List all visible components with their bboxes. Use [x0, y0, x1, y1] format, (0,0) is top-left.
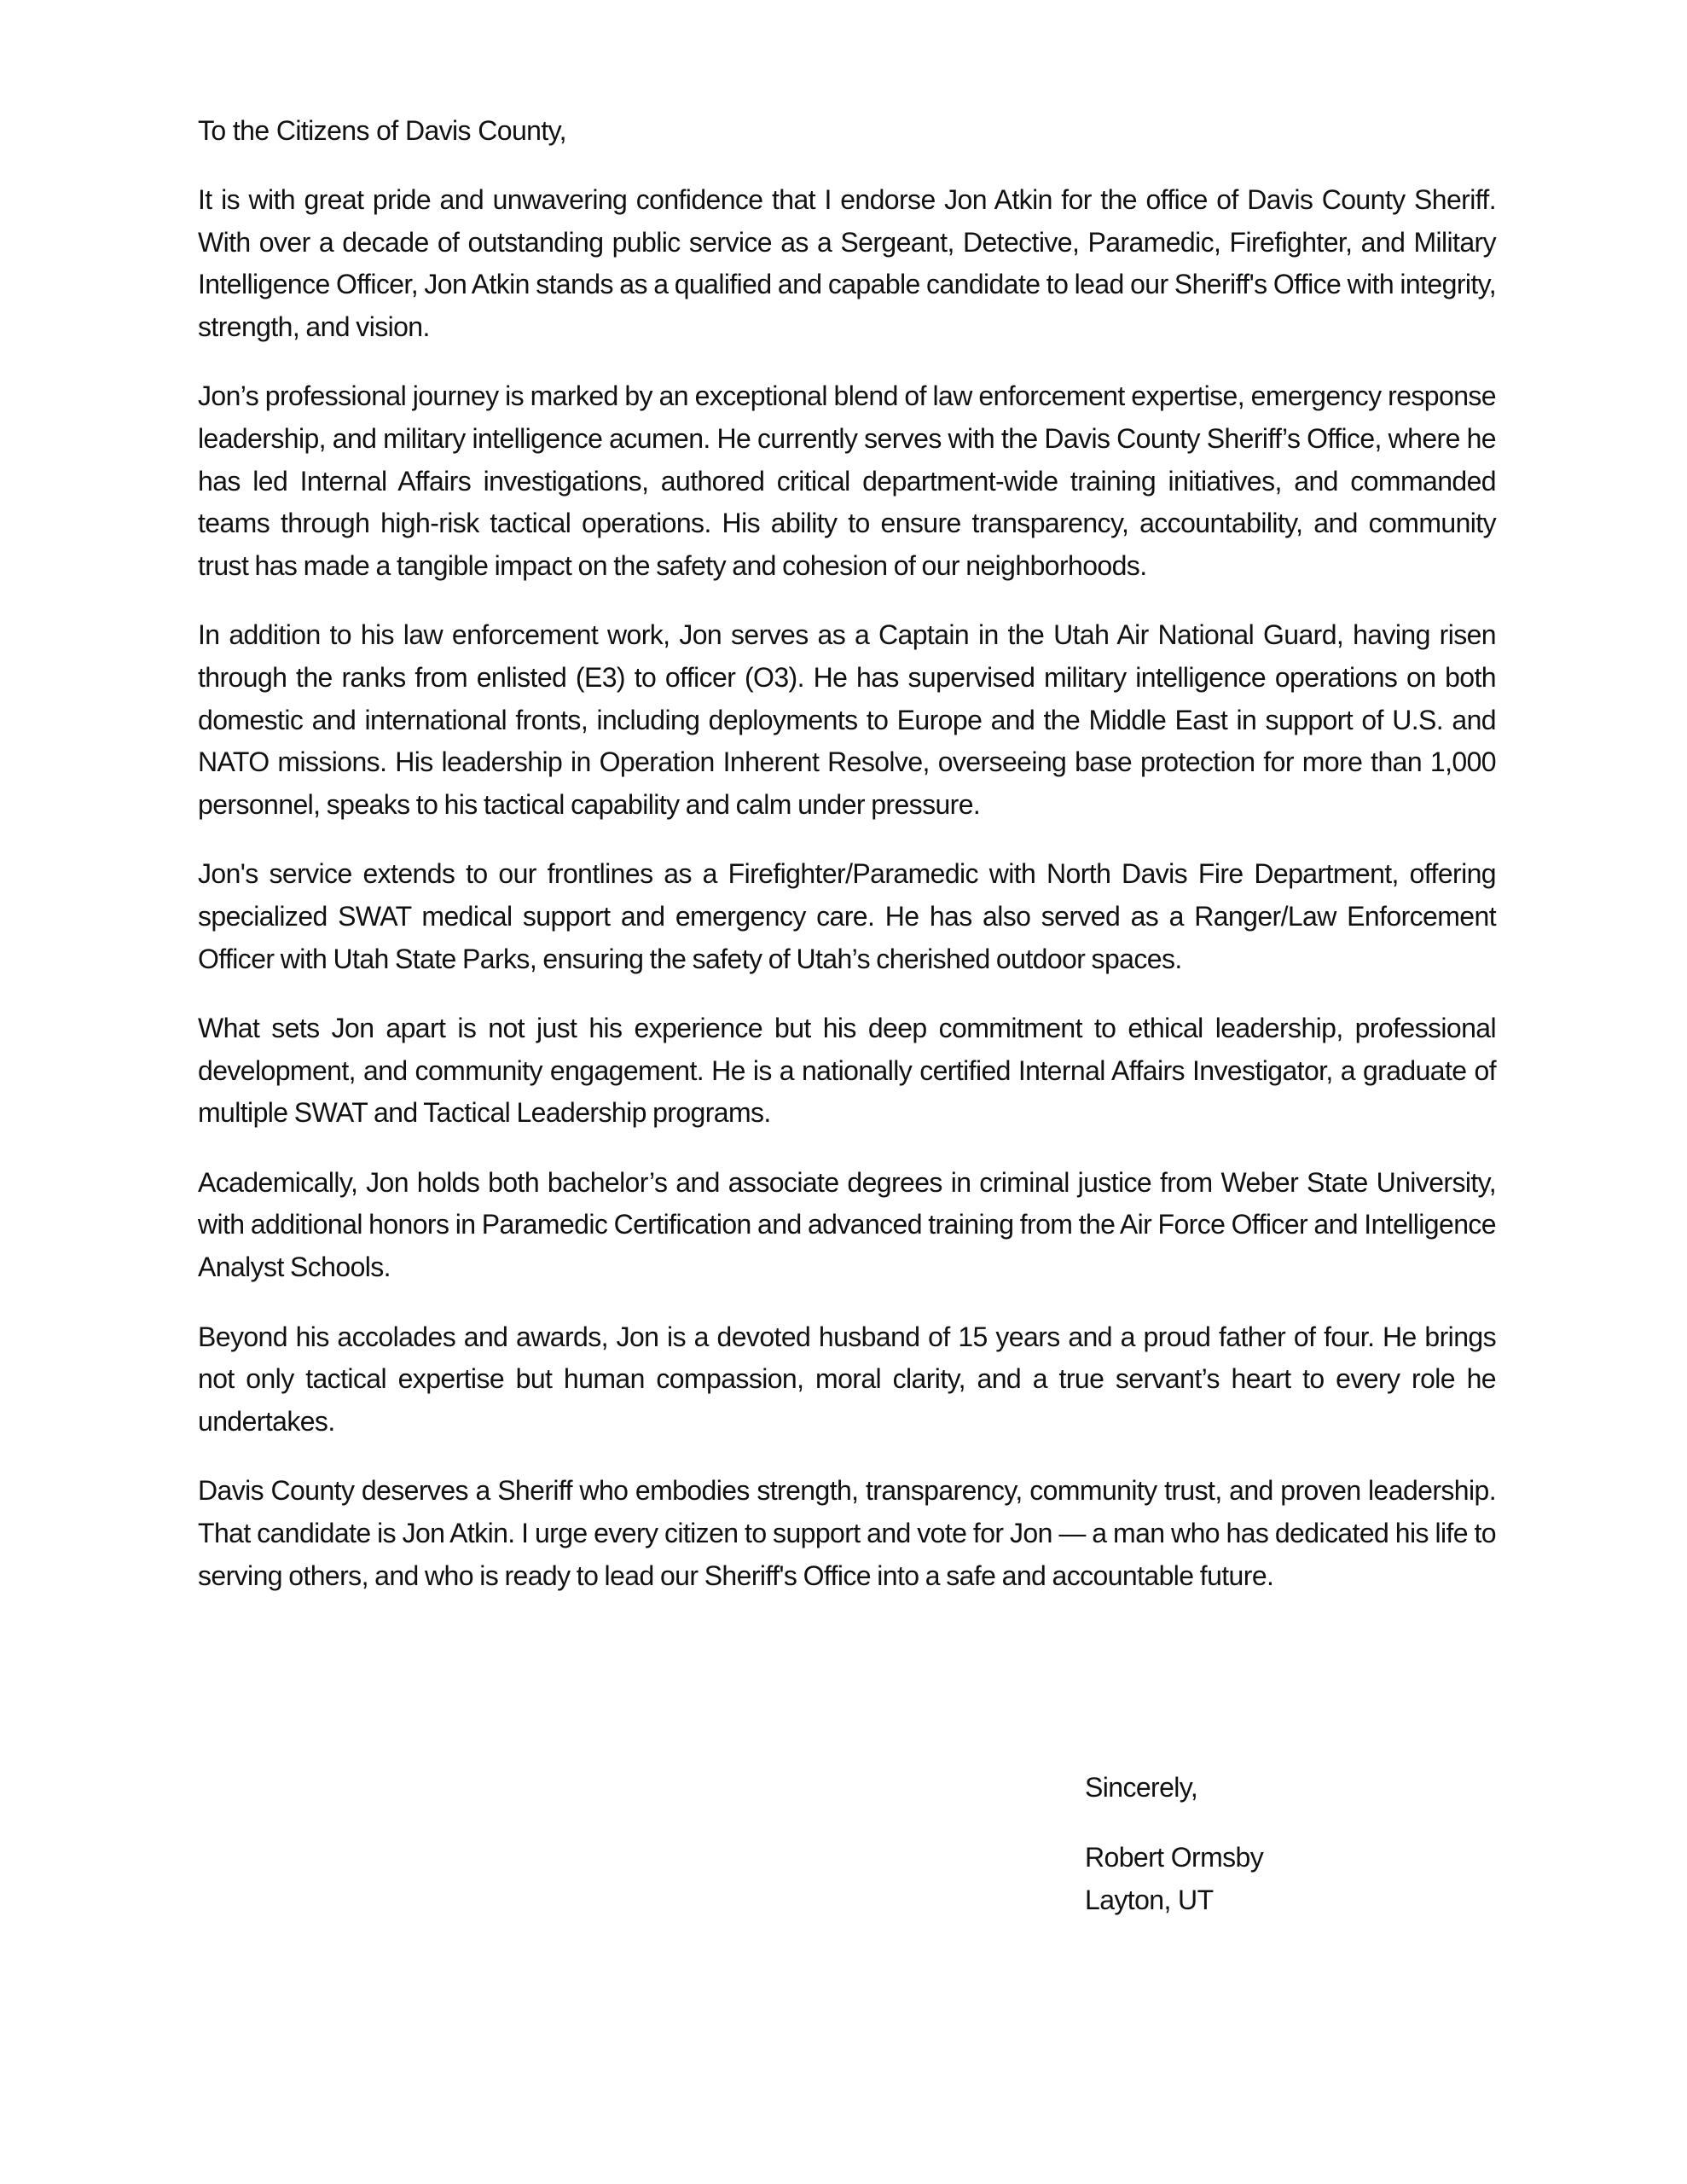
paragraph-family: Beyond his accolades and awards, Jon is a devoted husband of 15 years and a proud father of four. He brings not only tactical expertise but human compassion, moral clarity, and a true servant’s heart to every role he undertakes. [198, 1321, 1496, 1437]
paragraph-fire-and-parks-service: Jon's service extends to our frontlines as a Firefighter/Paramedic with North Davis Fire Department, offering specialized SWAT medical support and emergency care. He has also served as a Ranger/Law Enforcement Officer with Utah State Parks, ensuring the safety of Utah’s cherished outdoor spaces. [198, 858, 1496, 974]
paragraph-call-to-action: Davis County deserves a Sheriff who embodies strength, transparency, community trust, and proven leadership. That candidate is Jon Atkin. I urge every citizen to support and vote for Jon — a man who has dedicated his life to serving others, and who is ready to lead our Sheriff's Office into a safe and accountable future. [198, 1475, 1496, 1591]
signature-block [1085, 1766, 1263, 1921]
letter-body [198, 109, 1496, 1624]
paragraph-education: Academically, Jon holds both bachelor’s and associate degrees in criminal justice from Weber State University, with additional honors in Paramedic Certification and advanced training from the Air Force Officer and Intelligence Analyst Schools. [198, 1166, 1496, 1283]
paragraph-ethical-leadership: What sets Jon apart is not just his experience but his deep commitment to ethical leadership, professional development, and community engagement. He is a nationally certified Internal Affairs Investigator, a graduate of multiple SWAT and Tactical Leadership programs. [198, 1013, 1496, 1129]
valediction: Sincerely, [1085, 1772, 1198, 1803]
signer-name: Robert Ormsby [1085, 1842, 1264, 1873]
signer-location: Layton, UT [1085, 1885, 1214, 1915]
paragraph-endorsement-intro: It is with great pride and unwavering confidence that I endorse Jon Atkin for the office of Davis County Sheriff. With over a decade of outstanding public service as a Sergeant, Detective, Paramedic, Firefighter, and Military Intelligence Officer, Jon Atkin stands as a qualified and capable candidate to lead our Sheriff's Office with integrity, strength, and vision. [198, 184, 1496, 342]
salutation: To the Citizens of Davis County, [198, 115, 566, 146]
paragraph-military-service: In addition to his law enforcement work, Jon serves as a Captain in the Utah Air National Guard, having risen through the ranks from enlisted (E3) to officer (O3). He has supervised military intelligence operations on both domestic and international fronts, including deployments to Europe and the Middle East in support of U.S. and NATO missions. His leadership in Operation Inherent Resolve, overseeing base protection for more than 1,000 personnel, speaks to his tactical capability and calm under pressure. [198, 619, 1496, 820]
paragraph-professional-journey: Jon’s professional journey is marked by an exceptional blend of law enforcement expertise, emergency response leadership, and military intelligence acumen. He currently serves with the Davis County Sheriff’s Office, where he has led Internal Affairs investigations, authored critical department-wide training initiatives, and commanded teams through high-risk tactical operations. His ability to ensure transparency, accountability, and community trust has made a tangible impact on the safety and cohesion of our neighborhoods. [198, 380, 1496, 581]
